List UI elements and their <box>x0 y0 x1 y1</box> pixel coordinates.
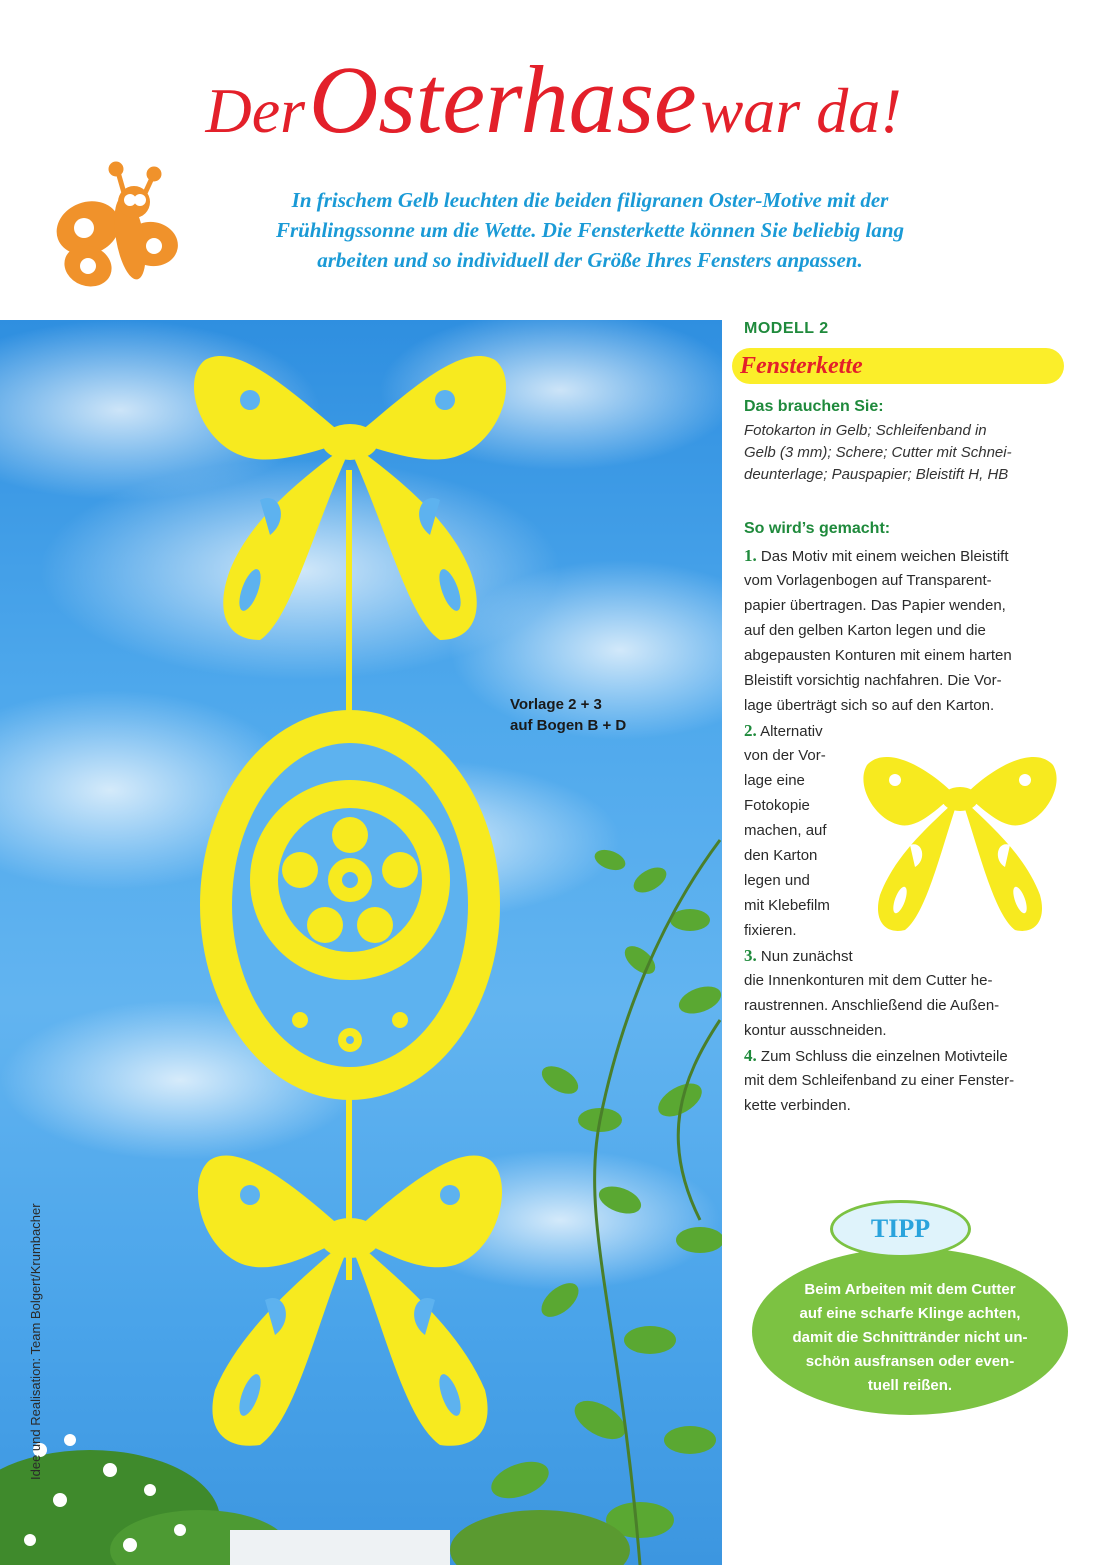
step-line: Das Motiv mit einem weichen Bleistift <box>760 548 1009 565</box>
step-number: 4. <box>744 1046 757 1065</box>
tip-line: auf eine scharfe Klinge achten, <box>799 1305 1021 1322</box>
step-line: Alternativ <box>760 723 823 740</box>
step-line: vom Vorlagenbogen auf Transparent- <box>744 572 992 589</box>
tip-badge: TIPP <box>830 1200 971 1258</box>
instructions-column <box>740 320 1064 1114</box>
tip-line: damit die Schnittränder nicht un- <box>792 1329 1028 1346</box>
step-line: legen und <box>744 872 810 889</box>
photo-credit: Idee und Realisation: Team Bolgert/Krumbacher <box>28 1203 43 1480</box>
step-line: lage überträgt sich so auf den Karton. <box>744 697 995 714</box>
step-line: auf den gelben Karton legen und die <box>744 622 986 639</box>
step-number: 1. <box>744 546 757 565</box>
model-label: MODELL 2 <box>744 320 829 337</box>
template-line: auf Bogen B + D <box>510 717 627 734</box>
step-line: papier übertragen. Das Papier wenden, <box>744 597 1006 614</box>
step-line: Fotokopie <box>744 797 810 814</box>
title-part-1: Der <box>205 75 306 146</box>
step-line: von der Vor- <box>744 747 826 764</box>
materials-heading: Das brauchen Sie: <box>744 398 884 415</box>
intro-line: In frischem Gelb leuchten die beiden filigranen Oster-Motive mit der <box>291 188 889 212</box>
step-line: Zum Schluss die einzelnen Motivteile <box>760 1048 1008 1065</box>
tip-line: schön ausfransen oder even- <box>805 1353 1015 1370</box>
title-part-2: Osterhase <box>309 46 697 153</box>
tip-box <box>752 1200 1068 1415</box>
intro-line: arbeiten und so individuell der Größe Ihres Fensters anpassen. <box>317 248 863 272</box>
step-line: mit dem Schleifenband zu einer Fenster- <box>744 1072 1015 1089</box>
intro-text <box>210 185 970 275</box>
intro-line: Frühlingssonne um die Wette. Die Fensterkette können Sie beliebig lang <box>275 218 905 242</box>
model-name: Fensterkette <box>740 353 863 379</box>
step-line: kontur ausschneiden. <box>744 1022 887 1039</box>
steps-heading: So wird’s gemacht: <box>744 520 891 537</box>
tip-text <box>770 1278 1050 1398</box>
bow-illustration <box>855 745 1065 945</box>
step-line: abgepausten Konturen mit einem harten <box>744 647 1012 664</box>
butterfly-icon <box>48 160 188 300</box>
photo-window-chain <box>0 320 722 1565</box>
step-line: die Innenkonturen mit dem Cutter he- <box>744 972 993 989</box>
template-line: Vorlage 2 + 3 <box>510 696 602 713</box>
step-line: raustrennen. Anschließend die Außen- <box>744 997 1000 1014</box>
materials-line: Fotokarton in Gelb; Schleifenband in <box>744 422 987 439</box>
step-line: machen, auf <box>744 822 827 839</box>
model-name-banner <box>732 348 1064 384</box>
step-line: fixieren. <box>744 922 797 939</box>
tip-line: Beim Arbeiten mit dem Cutter <box>804 1281 1016 1298</box>
shrub <box>0 1434 630 1565</box>
page-title <box>0 46 1107 153</box>
step-line: den Karton <box>744 847 818 864</box>
materials-line: Gelb (3 mm); Schere; Cutter mit Schnei- <box>744 444 1012 461</box>
step-line: lage eine <box>744 772 805 789</box>
materials-list <box>744 420 1064 486</box>
photo-illustration <box>0 320 722 1565</box>
template-reference <box>510 694 670 736</box>
title-part-3: war da! <box>700 75 902 146</box>
step-number: 3. <box>744 946 757 965</box>
step-line: Bleistift vorsichtig nachfahren. Die Vor- <box>744 672 1002 689</box>
materials-line: deunterlage; Pauspapier; Bleistift H, HB <box>744 466 1009 483</box>
step-number: 2. <box>744 721 757 740</box>
step-line: kette verbinden. <box>744 1097 851 1114</box>
easter-egg <box>200 710 500 1100</box>
step-line: mit Klebefilm <box>744 897 830 914</box>
tip-line: tuell reißen. <box>867 1377 953 1394</box>
step-line: Nun zunächst <box>760 948 853 965</box>
